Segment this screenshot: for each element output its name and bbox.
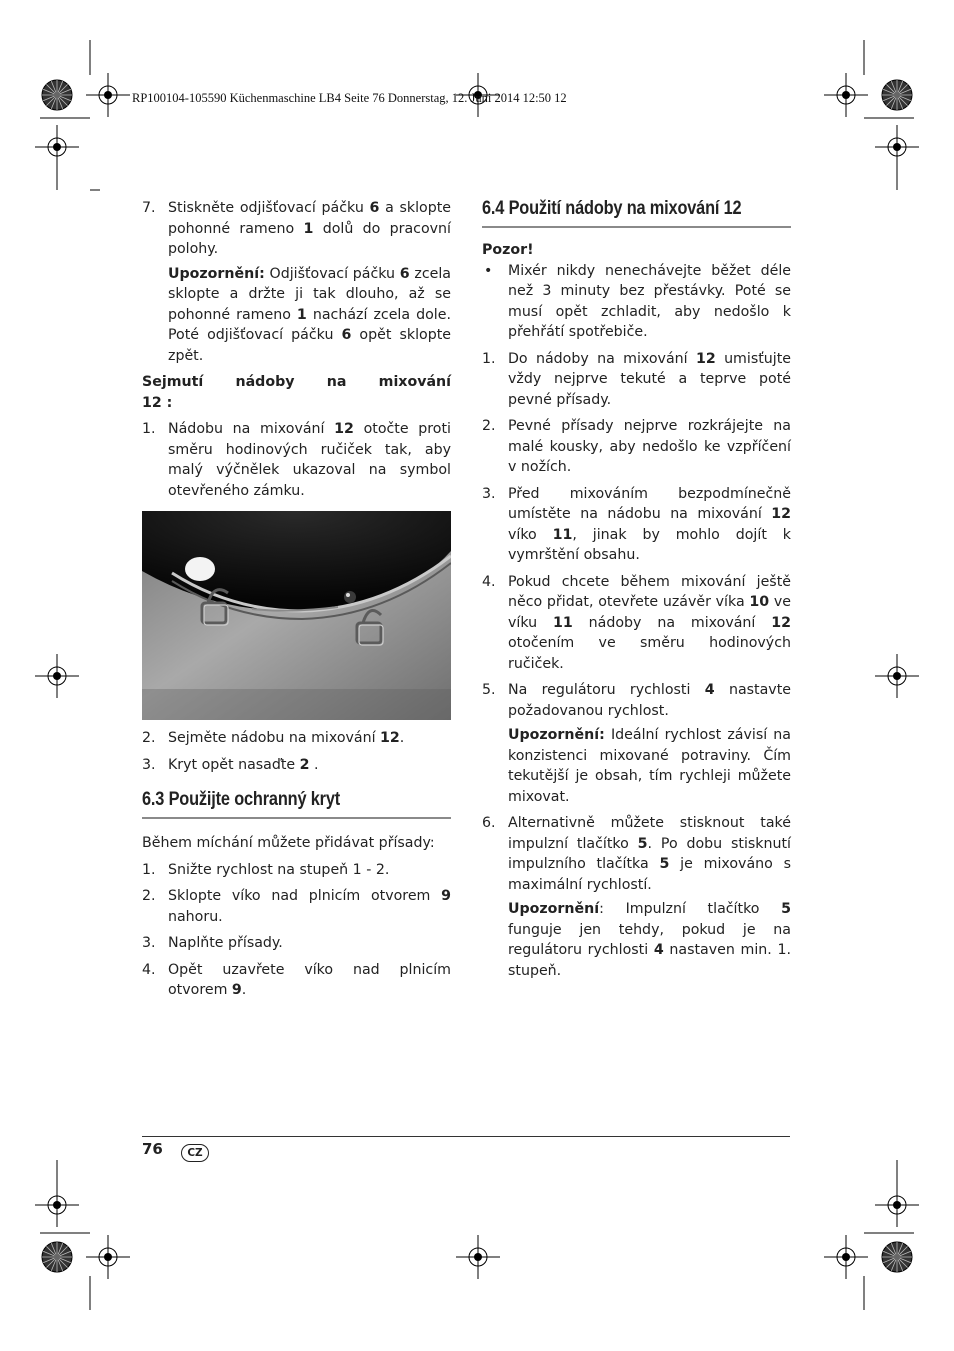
- print-header: RP100104-105590 Küchenmaschine LB4 Seite 76 Donnerstag, 12. Juni 2014 12:50 12: [132, 91, 567, 105]
- bullet-icon: •: [484, 262, 493, 279]
- mix-step-6: 6. Alternativně můžete stisknout také impulzní tlačítko 5. Po dobu stisknutí impulzního tlačítka 5 je mixováno s maximální rychlostí.: [482, 815, 791, 893]
- remove-step-2: 2. Sejměte nádobu na mixování 12.: [142, 730, 405, 746]
- page-number: 76: [142, 1140, 163, 1158]
- step-7: 7. Stiskněte odjišťovací páčku 6 a sklopte pohonné rameno 1 dolů do pracovní polohy.: [142, 200, 451, 257]
- note-step-7: Upozornění: Odjišťovací páčku 6 zcela sklopte a držte ji tak dlouho, až se pohonné rameno 1 nachází zcela dole. Poté odjišťovací páčku 6 opět sklopte zpět.: [168, 265, 451, 364]
- section-6-3-title: 6.3 Použijte ochranný kryt: [142, 789, 341, 810]
- remove-step-3: 3. Kryt opět nasaďte 2 .: [142, 756, 319, 773]
- footer-rule: [142, 1136, 790, 1137]
- section-6-4-heading-wrap: [482, 198, 791, 228]
- subheading-remove-jar-cont: [142, 393, 451, 414]
- mix-step-1: 1. Do nádoby na mixování 12 umisťujte vždy nejprve tekuté a teprve poté pevné přísady.: [482, 350, 791, 408]
- note-step-5: Upozornění: Ideální rychlost závisí na konzistenci mixované potraviny. Čím tekutější je obsah, tím rychleji můžete mixovat.: [508, 727, 791, 805]
- mix-step-2: 2. Pevné přísady nejprve rozkrájejte na malé kousky, aby nedošlo ke vzpříčení v nožích.: [482, 418, 791, 475]
- subheading-remove-jar: Sejmutí nádoby na mixování: [142, 374, 451, 390]
- section-6-3-heading-wrap: [142, 789, 451, 819]
- remove-step-1: 1. Nádobu na mixování 12 otočte proti směru hodinových ručiček tak, aby malý výčnělek ukazoval na symbol otevřeného zámku.: [142, 421, 451, 499]
- caution-label: Pozor!: [482, 242, 534, 258]
- subheading-number: 12 :: [142, 394, 173, 411]
- guard-step-2: 2. Sklopte víko nad plnicím otvorem 9 nahoru.: [142, 888, 451, 925]
- guard-step-4: 4. Opět uzavřete víko nad plnicím otvorem 9.: [142, 961, 451, 998]
- left-column: [142, 198, 451, 1001]
- section-6-3-intro: Během míchání můžete přidávat přísady:: [142, 835, 435, 851]
- lock-symbol-photo: [142, 511, 451, 720]
- mix-step-3: 3. Před mixováním bezpodmínečně umístěte na nádobu na mixování 12 víko 11, jinak by mohlo dojít k vymrštění obsahu.: [482, 485, 791, 563]
- right-column: [482, 198, 791, 981]
- note-label: Upozornění: [508, 901, 600, 917]
- note-label: Upozornění:: [508, 727, 605, 743]
- note-step-6: Upozornění: Impulzní tlačítko 5 funguje jen tehdy, pokud je na regulátoru rychlosti 4 nastaven min. 1. stupeň.: [508, 901, 791, 979]
- mix-step-5: 5. Na regulátoru rychlosti 4 nastavte požadovanou rychlost.: [482, 682, 791, 719]
- caution-bullet: • Mixér nikdy nenechávejte běžet déle než 3 minuty bez přestávky. Poté se musí opět zchladit, aby nedošlo k přehřátí spotřebiče.: [484, 262, 791, 340]
- mix-step-4: 4. Pokud chcete během mixování ještě něco přidat, otevřete uzávěr víka 10 ve víku 11 nádoby na mixování 12 otočením ve směru hodinových ručiček.: [482, 573, 791, 672]
- note-label: Upozornění:: [168, 265, 265, 282]
- step-number: 7.: [142, 200, 156, 216]
- guard-step-3: 3. Naplňte přísady.: [142, 935, 283, 951]
- guard-step-1: 1. Snižte rychlost na stupeň 1 - 2.: [142, 861, 390, 878]
- language-badge: CZ: [181, 1144, 209, 1162]
- section-6-4-title: 6.4 Použití nádoby na mixování 12: [482, 198, 742, 219]
